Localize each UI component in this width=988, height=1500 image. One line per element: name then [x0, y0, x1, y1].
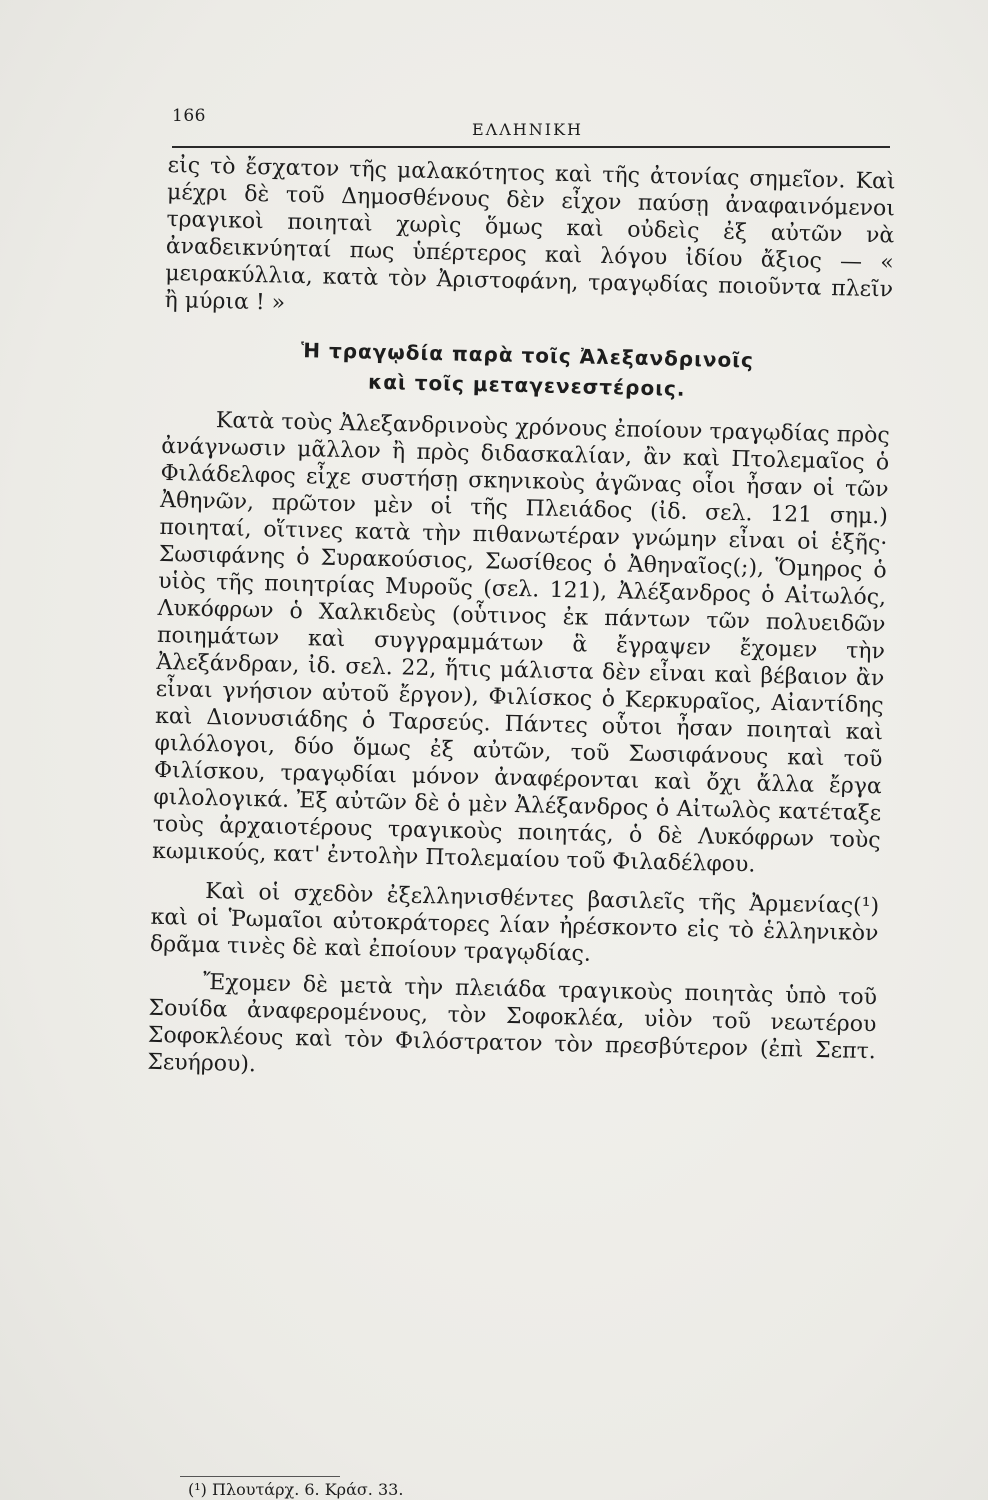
page-body — [147, 152, 896, 1092]
paragraph-alexandrians: Κατὰ τοὺς Ἀλεξανδρινοὺς χρόνους ἐποίουν τραγῳδίας πρὸς ἀνάγνωσιν μᾶλλον ἢ πρὸς διδασκαλίαν, ἂν καὶ Πτολεμαῖος ὁ Φιλάδελφος εἶχε συστήσῃ σκηνικοὺς ἀγῶνας οἷοι ἦσαν οἱ τῶν Ἀθηνῶν, πρῶτον μὲν οἱ τῆς Πλειάδος (ἰδ. σελ. 121 σημ.) ποιηταί, οἵτινες κατὰ τὴν πιθανωτέραν γνώμην εἶναι οἱ ἑξῆς· Σωσιφάνης ὁ Συρακούσιος, Σωσίθεος ὁ Ἀθηναῖος(;), Ὅμηρος ὁ υἱὸς τῆς ποιητρίας Μυροῦς (σελ. 121), Ἀλέξανδρος ὁ Αἰτωλός, Λυκόφρων ὁ Χαλκιδεὺς (οὗτινος ἐκ πάντων τῶν πολυειδῶν ποιημάτων καὶ συγγραμμάτων ἃ ἔγραψεν ἔχομεν τὴν Ἀλεξάνδραν, ἰδ. σελ. 22, ἥτις μάλιστα δὲν εἶναι καὶ βέβαιον ἂν εἶναι γνήσιον αὐτοῦ ἔργον), Φιλίσκος ὁ Κερκυραῖος, Αἰαντίδης καὶ Διονυσιάδης ὁ Ταρσεύς. Πάντες οὗτοι ἦσαν ποιηταὶ καὶ φιλόλογοι, δύο ὅμως ἐξ αὐτῶν, τοῦ Σωσιφάνους καὶ τοῦ Φιλίσκου, τραγῳδίαι μόνον ἀναφέρονται καὶ ὄχι ἄλλα ἔργα φιλολογικά. Ἐξ αὐτῶν δὲ ὁ μὲν Ἀλέξανδρος ὁ Αἰτωλὸς κατέταξε τοὺς ἀρχαιοτέρους τραγικοὺς ποιητάς, ὁ δὲ Λυκόφρων τοὺς κωμικούς, κατ' ἐντολὴν Πτολεμαίου τοῦ Φιλαδέλφου. — [151, 408, 891, 878]
running-head: ΕΛΛΗΝΙΚΗ — [472, 120, 583, 139]
section-heading — [163, 332, 892, 409]
paragraph-armenia-rome: Καὶ οἱ σχεδὸν ἐξελληνισθέντες βασιλεῖς τῆς Ἀρμενίας(¹) καὶ οἱ Ῥωμαῖοι αὐτοκράτορες λίαν ἠρέσκοντο εἰς τὸ ἑλληνικὸν δρᾶμα τινὲς δὲ καὶ ἐποίουν τραγῳδίας. — [149, 879, 880, 967]
paragraph-continuation: εἰς τὸ ἔσχατον τῆς μαλακότητος καὶ τῆς ἀτονίας σημεῖον. Καὶ μέχρι δὲ τοῦ Δημοσθένους δὲν εἶχον παύσῃ ἀναφαινόμενοι τραγικοὶ ποιηταὶ χωρὶς ὅμως καὶ οὐδεὶς ἐξ αὐτῶν νὰ ἀναδεικνύηταί πως ὑπέρτερος καὶ λόγου ἰδίου ἄξιος — « μειρακύλλια, κατὰ τὸν Ἀριστοφάνη, τραγῳδίας ποιοῦντα πλεῖν ἢ μύρια ! » — [164, 152, 896, 316]
page-number: 166 — [172, 106, 206, 126]
header-rule — [172, 146, 890, 148]
footnote-rule — [180, 1476, 340, 1477]
page-header — [172, 106, 892, 139]
section-heading-line-1: Ἡ τραγῳδία παρὰ τοῖς Ἀλεξανδρινοῖς — [300, 338, 755, 373]
paragraph-suidas: Ἔχομεν δὲ μετὰ τὴν πλειάδα τραγικοὺς ποιητὰς ὑπὸ τοῦ Σουίδα ἀναφερομένους, τὸν Σοφοκλέα, υἱὸν τοῦ νεωτέρου Σοφοκλέους καὶ τὸν Φιλόστρατον τὸν πρεσβύτερον (ἐπὶ Σεπτ. Σευήρου). — [147, 970, 878, 1078]
footnote: (¹) Πλουτάρχ. 6. Κράσ. 33. — [188, 1480, 404, 1499]
section-heading-line-2: καὶ τοῖς μεταγενεστέροις. — [367, 369, 686, 401]
